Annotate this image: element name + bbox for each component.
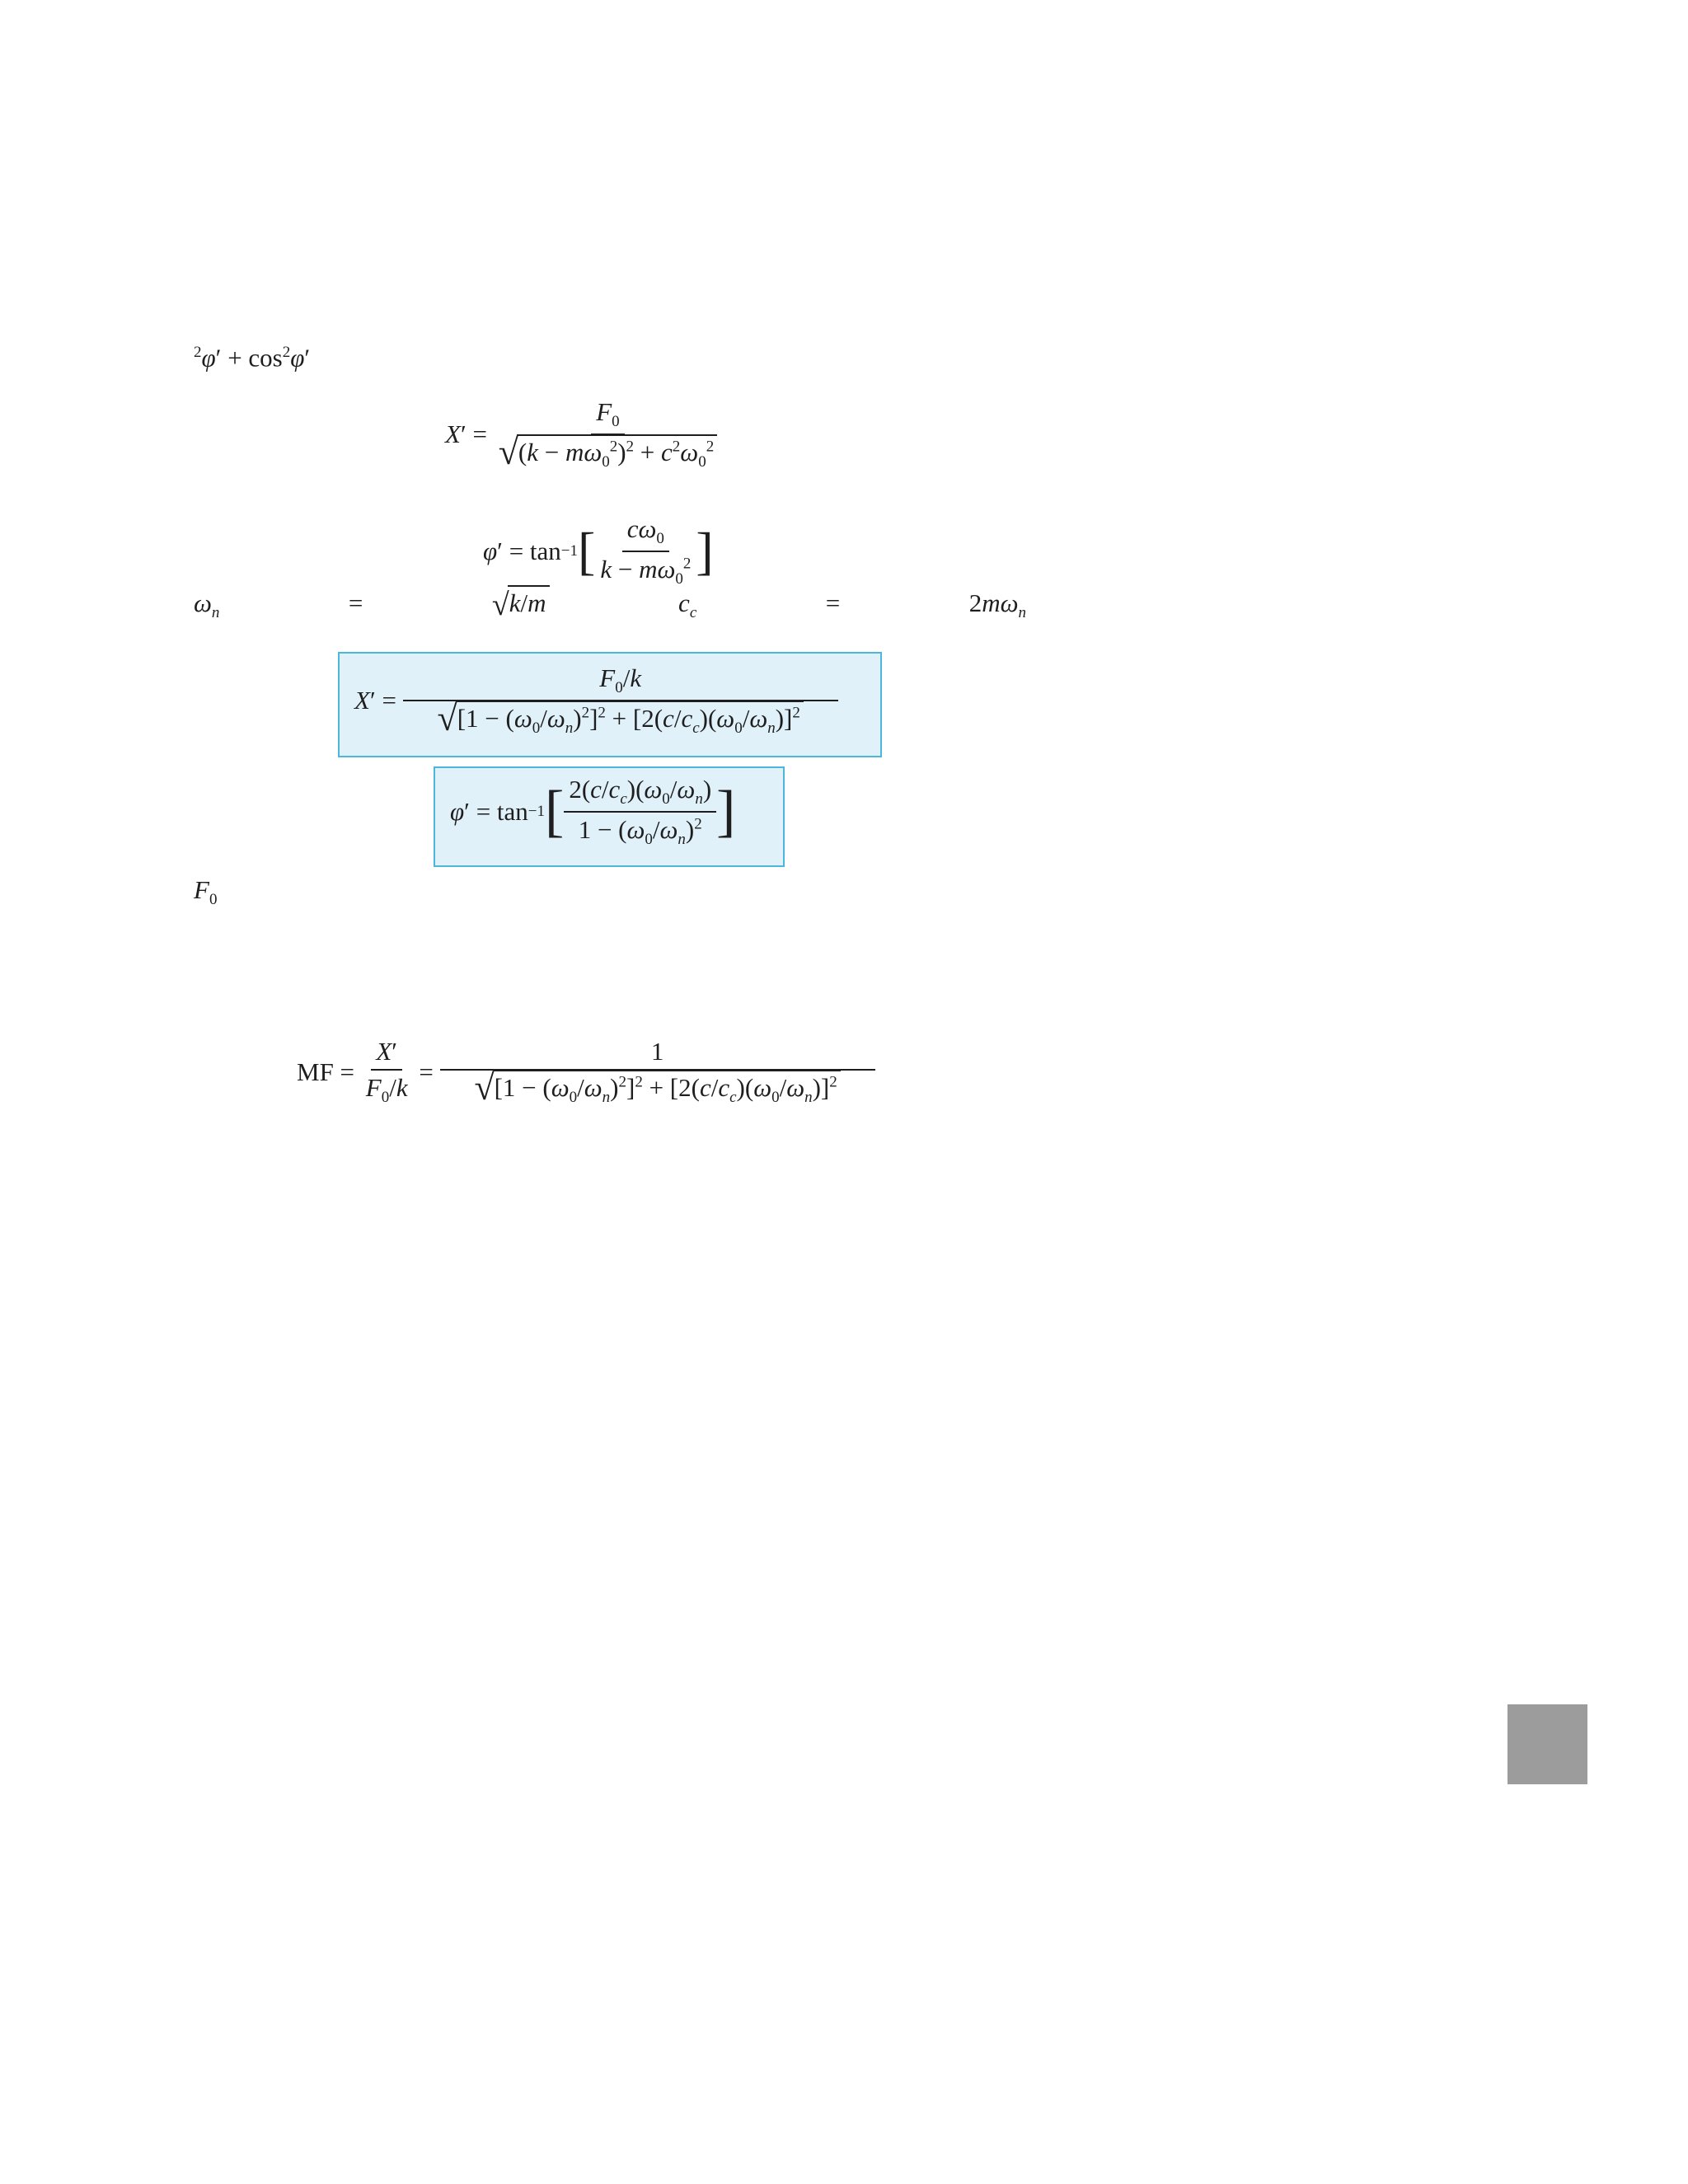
equation-22-40: MF = $\frac{X'}{F_0/k}$ = $\frac{1}{√[1 - (\omega_0/\omega_n)^2]^2 + [2(c/c_c)(\omega_0/\omega_n)]^2}$ <box>297 1037 875 1107</box>
equation-22-38: φ ′ = tan −1 [ $\frac{c\omega_0}{k - m\omega_0^2}$ ] <box>483 514 714 588</box>
equation-22-37: X ′ = $\frac{F_0}{√(k - m\omega_0^2)^2 + c^2\omega_0^2}$ <box>445 397 722 471</box>
text-line: $^2\varphi' + \cos^2\varphi'$ <box>194 343 311 373</box>
boxed-amplitude-equation: X ′ = $\frac{F_0/k}{√[1 - (\omega_0/\omega_n)^2]^2 + [2(c/c_c)(\omega_0/\omega_n)]^2}$ <box>338 652 882 757</box>
text-line: $F_0$ <box>194 875 218 909</box>
chapter-tab[interactable] <box>1507 1704 1587 1784</box>
boxed-phase-equation: φ ′ = tan −1 [ $\frac{2(c/c_c)(\omega_0/\omega_n)}{1 - (\omega_0/\omega_n)^2}$ ] <box>434 766 785 867</box>
text-line: $\omega_n = √k/m$ $c_c = 2m\omega_n$ <box>194 587 1026 629</box>
